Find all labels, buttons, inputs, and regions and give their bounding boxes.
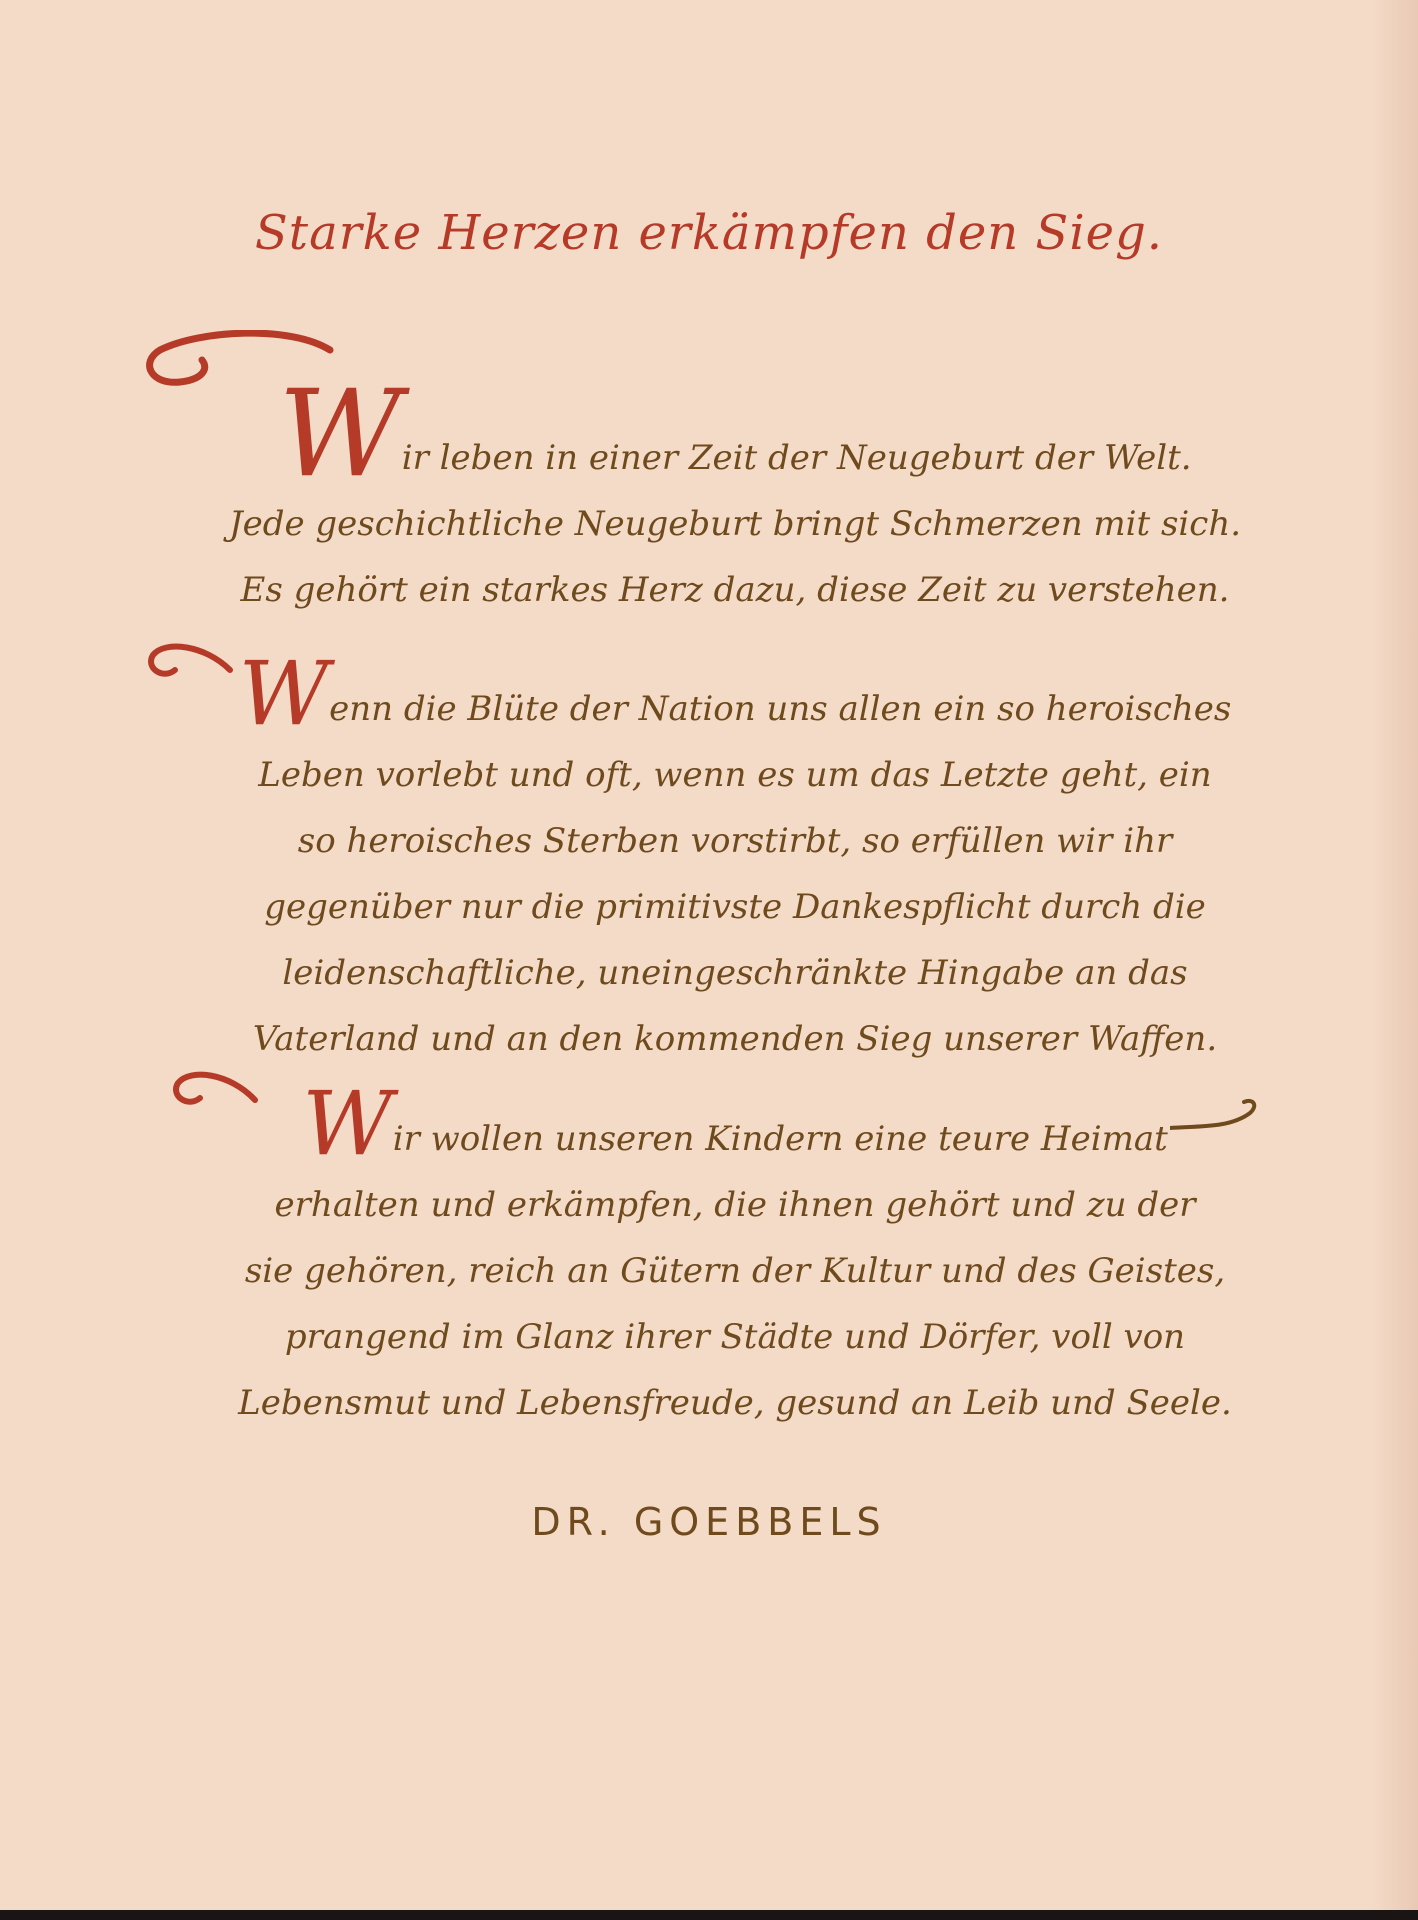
paragraph-line: leidenschaftliche, uneingeschränkte Hingabe an das <box>282 953 1188 993</box>
paragraph-line: Vaterland und an den kommenden Sieg unserer Waffen. <box>252 1019 1218 1059</box>
page-title: Starke Herzen erkämpfen den Sieg. <box>254 205 1164 261</box>
paragraph-1 <box>120 365 1350 623</box>
line-text: ir wollen unseren Kindern eine teure Heimat <box>392 1119 1168 1159</box>
paragraph-line: prangend im Glanz ihrer Städte und Dörfer, voll von <box>284 1317 1186 1357</box>
paragraph-line: Leben vorlebt und oft, wenn es um das Letzte geht, ein <box>258 755 1212 795</box>
line-text: ir leben in einer Zeit der Neugeburt der Welt. <box>401 438 1192 478</box>
paragraph-line: erhalten und erkämpfen, die ihnen gehört und zu der <box>274 1185 1196 1225</box>
author-signature: DR. GOEBBELS <box>531 1500 887 1544</box>
paragraph-line <box>120 1072 1350 1175</box>
line-text: enn die Blüte der Nation uns allen ein so heroisches <box>329 689 1232 729</box>
paragraph-2 <box>120 642 1350 1072</box>
paragraph-line: Jede geschichtliche Neugeburt bringt Schmerzen mit sich. <box>228 504 1242 544</box>
paragraph-3 <box>120 1072 1350 1436</box>
paragraph-line <box>120 642 1350 745</box>
page-edge-shadow <box>1372 0 1418 1920</box>
paragraph-line: Es gehört ein starkes Herz dazu, diese Zeit zu verstehen. <box>240 570 1230 610</box>
paragraph-line: so heroisches Sterben vorstirbt, so erfüllen wir ihr <box>297 821 1173 861</box>
drop-initial: W <box>302 1072 393 1175</box>
drop-initial: W <box>238 642 330 745</box>
paragraph-line: sie gehören, reich an Gütern der Kultur und des Geistes, <box>244 1251 1226 1291</box>
drop-initial: W <box>278 365 402 504</box>
paragraph-line: Lebensmut und Lebensfreude, gesund an Leib und Seele. <box>238 1383 1232 1423</box>
scan-bottom-border <box>0 1910 1418 1920</box>
paragraph-line: gegenüber nur die primitivste Dankespflicht durch die <box>264 887 1206 927</box>
paragraph-line <box>120 365 1350 504</box>
